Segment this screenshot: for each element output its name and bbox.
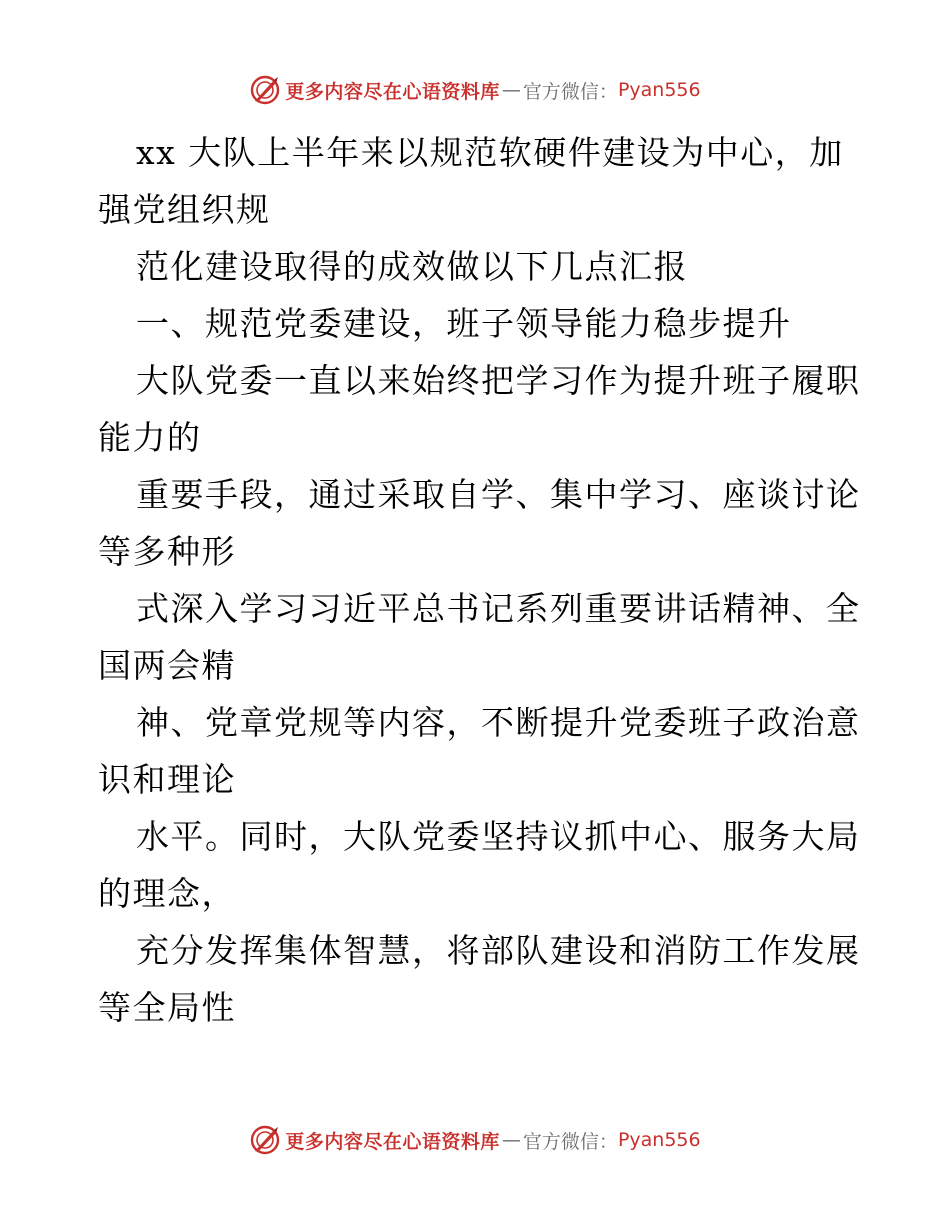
footer-wechat-account: Pyan556 bbox=[617, 1129, 701, 1151]
section-heading-1 bbox=[98, 295, 858, 352]
document-body bbox=[98, 124, 861, 1036]
paragraph-4-line-2: 能力的 bbox=[98, 418, 202, 457]
quill-logo-icon bbox=[249, 1124, 281, 1156]
paragraph-1-line-1: xx 大队上半年来以规范软硬件建设为中心，加 bbox=[136, 133, 844, 172]
paragraph-2 bbox=[98, 238, 858, 295]
paragraph-1-line-2: 强党组织规 bbox=[98, 190, 271, 229]
paragraph-7 bbox=[98, 694, 861, 808]
paragraph-5-line-1: 重要手段，通过采取自学、集中学习、座谈讨论 bbox=[136, 475, 861, 514]
header-wechat-label: 官方微信： bbox=[522, 80, 618, 103]
header-separator: — bbox=[501, 79, 521, 101]
paragraph-6-line-1: 式深入学习习近平总书记系列重要讲话精神、全 bbox=[136, 589, 861, 628]
paragraph-5 bbox=[98, 466, 861, 580]
paragraph-1 bbox=[98, 124, 858, 238]
paragraph-2-line-1: 范化建设取得的成效做以下几点汇报 bbox=[136, 247, 688, 286]
paragraph-7-line-2: 识和理论 bbox=[98, 760, 236, 799]
header-banner bbox=[0, 70, 950, 110]
paragraph-8-line-2: 的理念， bbox=[98, 874, 236, 913]
paragraph-4 bbox=[98, 352, 861, 466]
footer-wechat-label: 官方微信： bbox=[522, 1130, 618, 1153]
paragraph-9-line-1: 充分发挥集体智慧，将部队建设和消防工作发展 bbox=[136, 931, 861, 970]
paragraph-7-line-1: 神、党章党规等内容，不断提升党委班子政治意 bbox=[136, 703, 861, 742]
quill-logo-icon bbox=[249, 74, 281, 106]
paragraph-9-line-2: 等全局性 bbox=[98, 988, 236, 1027]
paragraph-8-line-1: 水平。同时，大队党委坚持议抓中心、服务大局 bbox=[136, 817, 861, 856]
header-wechat-account: Pyan556 bbox=[617, 79, 701, 101]
footer-banner bbox=[0, 1120, 950, 1160]
paragraph-6-line-2: 国两会精 bbox=[98, 646, 236, 685]
paragraph-6 bbox=[98, 580, 861, 694]
paragraph-9 bbox=[98, 922, 861, 1036]
section-heading-1-text: 一、规范党委建设，班子领导能力稳步提升 bbox=[136, 304, 792, 343]
header-brand-text: 更多内容尽在心语资料库 bbox=[285, 80, 500, 103]
paragraph-5-line-2: 等多种形 bbox=[98, 532, 236, 571]
paragraph-4-line-1: 大队党委一直以来始终把学习作为提升班子履职 bbox=[136, 361, 861, 400]
footer-separator: — bbox=[501, 1129, 521, 1151]
paragraph-8 bbox=[98, 808, 861, 922]
footer-brand-text: 更多内容尽在心语资料库 bbox=[285, 1130, 500, 1153]
